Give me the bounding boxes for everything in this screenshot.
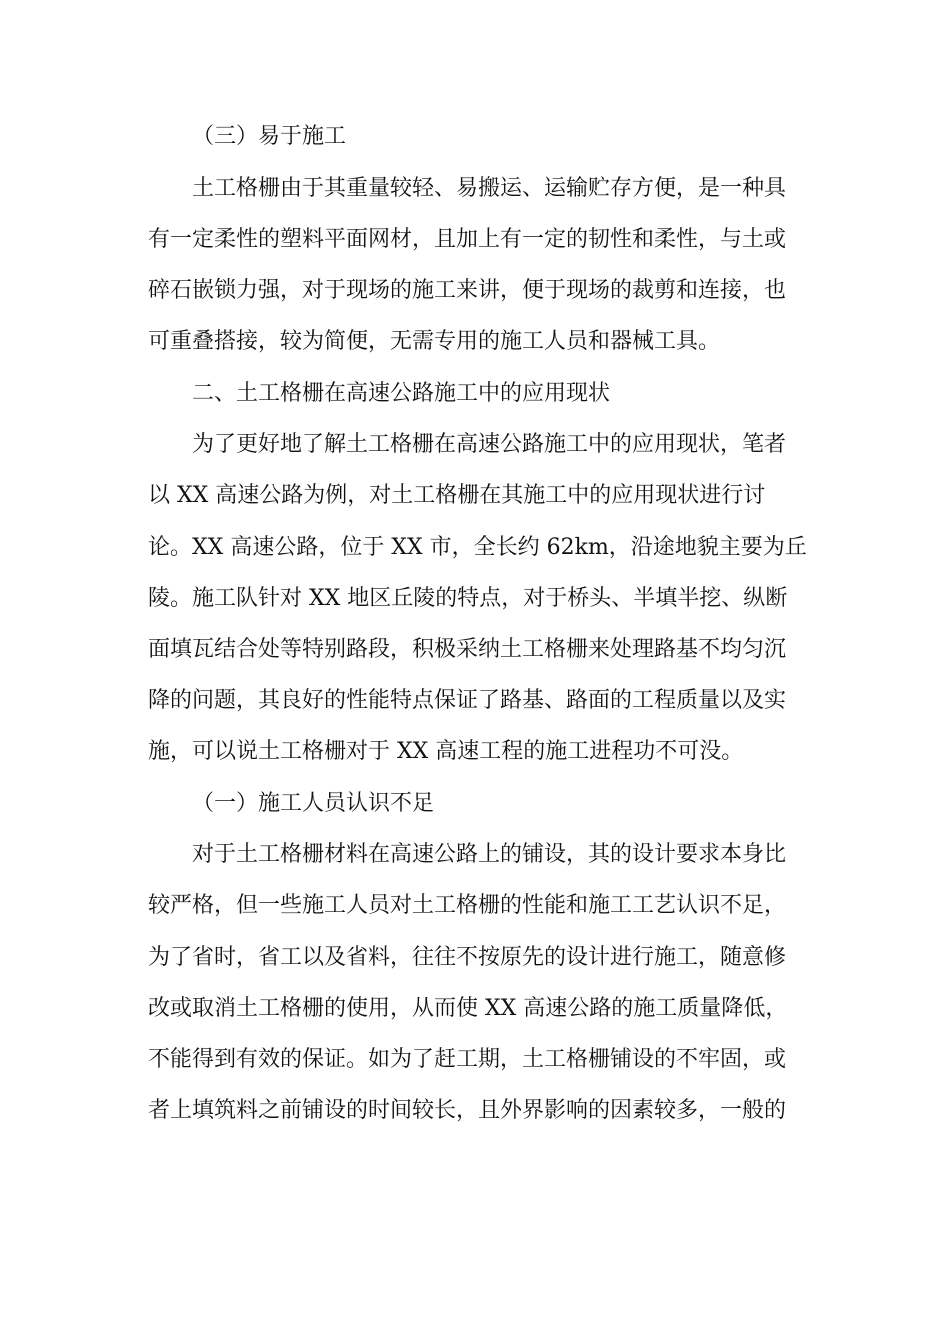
paragraph-line: 较严格，但一些施工人员对土工格栅的性能和施工工艺认识不足，	[148, 893, 787, 918]
paragraph-line: 可重叠搭接，较为简便，无需专用的施工人员和器械工具。	[148, 329, 721, 354]
paragraph-line: 陵。施工队针对 XX 地区丘陵的特点，对于桥头、半填半挖、纵断	[148, 586, 788, 611]
paragraph-line: 不能得到有效的保证。如为了赶工期，土工格栅铺设的不牢固，或	[148, 1047, 787, 1072]
paragraph-line: 对于土工格栅材料在高速公路上的铺设，其的设计要求本身比	[192, 842, 787, 867]
paragraph-line: 论。XX 高速公路，位于 XX 市，全长约 62km，沿途地貌主要为丘	[148, 535, 807, 560]
paragraph-line: 施，可以说土工格栅对于 XX 高速工程的施工进程功不可没。	[148, 739, 744, 764]
section-heading-application-status: 二、土工格栅在高速公路施工中的应用现状	[192, 381, 611, 406]
paragraph-line: 为了更好地了解土工格栅在高速公路施工中的应用现状，笔者	[192, 432, 787, 457]
paragraph-line: 为了省时，省工以及省料，往往不按原先的设计进行施工，随意修	[148, 945, 787, 970]
paragraph-line: 者上填筑料之前铺设的时间较长，且外界影响的因素较多，一般的	[148, 1098, 787, 1123]
paragraph-line: 碎石嵌锁力强，对于现场的施工来讲，便于现场的裁剪和连接，也	[148, 278, 787, 303]
paragraph-line: 土工格栅由于其重量较轻、易搬运、运输贮存方便，是一种具	[192, 176, 787, 201]
section-heading-insufficient-awareness: （一）施工人员认识不足	[192, 791, 435, 816]
paragraph-line: 以 XX 高速公路为例，对土工格栅在其施工中的应用现状进行讨	[148, 483, 766, 508]
paragraph-line: 面填瓦结合处等特别路段，积极采纳土工格栅来处理路基不均匀沉	[148, 637, 787, 662]
paragraph-line: 降的问题，其良好的性能特点保证了路基、路面的工程质量以及实	[148, 688, 787, 713]
section-heading-easy-construction: （三）易于施工	[192, 124, 347, 149]
paragraph-line: 改或取消土工格栅的使用，从而使 XX 高速公路的施工质量降低，	[148, 996, 788, 1021]
paragraph-line: 有一定柔性的塑料平面网材，且加上有一定的韧性和柔性，与土或	[148, 227, 787, 252]
